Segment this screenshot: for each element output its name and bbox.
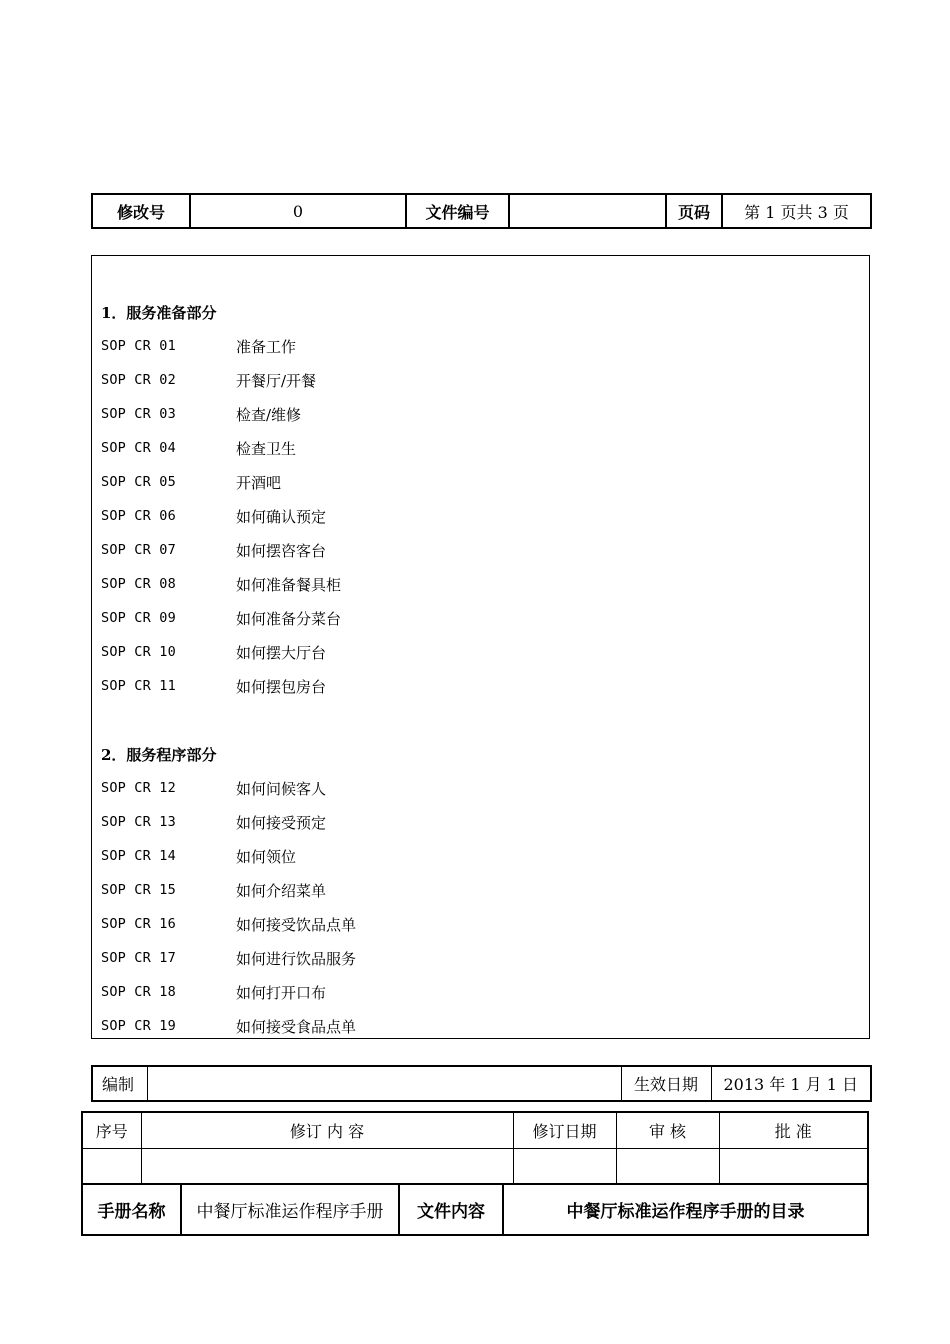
header-table (91, 193, 872, 229)
toc-title: 如何摆包房台 (236, 678, 327, 696)
rev-header-no: 序号 (82, 1112, 141, 1148)
edit-label: 编制 (92, 1066, 147, 1101)
page-value: 第 1 页共 3 页 (722, 194, 871, 228)
toc-title: 如何摆咨客台 (236, 542, 327, 560)
toc-code: SOP CR 16 (101, 916, 176, 932)
revision-label: 修改号 (92, 194, 190, 228)
revision-table (81, 1111, 869, 1185)
rev-cell (82, 1148, 141, 1184)
toc-code: SOP CR 04 (101, 440, 176, 456)
effective-value: 2013 年 1 月 1 日 (711, 1066, 871, 1101)
toc-title: 如何接受饮品点单 (236, 916, 357, 934)
rev-cell (616, 1148, 719, 1184)
toc-title: 开餐厅/开餐 (236, 372, 317, 390)
rev-cell (513, 1148, 616, 1184)
toc-title: 如何确认预定 (236, 508, 327, 526)
rev-header-date: 修订日期 (513, 1112, 616, 1148)
toc-code: SOP CR 11 (101, 678, 176, 694)
toc-code: SOP CR 02 (101, 372, 176, 388)
toc-code: SOP CR 12 (101, 780, 176, 796)
content-label: 文件内容 (399, 1184, 503, 1235)
rev-header-content: 修订 内 容 (141, 1112, 513, 1148)
toc-box (91, 255, 870, 1039)
toc-code: SOP CR 06 (101, 508, 176, 524)
toc-code: SOP CR 07 (101, 542, 176, 558)
toc-title: 如何领位 (236, 848, 297, 866)
rev-header-review: 审 核 (616, 1112, 719, 1148)
edit-value (147, 1066, 621, 1101)
rev-cell (719, 1148, 868, 1184)
manual-table (81, 1183, 869, 1236)
toc-title: 检查卫生 (236, 440, 297, 458)
toc-code: SOP CR 09 (101, 610, 176, 626)
toc-title: 开酒吧 (236, 474, 282, 492)
section-title: 2．服务程序部分 (101, 746, 217, 764)
toc-code: SOP CR 13 (101, 814, 176, 830)
toc-code: SOP CR 03 (101, 406, 176, 422)
effective-label: 生效日期 (621, 1066, 711, 1101)
toc-title: 如何准备餐具柜 (236, 576, 342, 594)
toc-code: SOP CR 19 (101, 1018, 176, 1034)
toc-title: 如何摆大厅台 (236, 644, 327, 662)
toc-title: 准备工作 (236, 338, 297, 356)
toc-code: SOP CR 18 (101, 984, 176, 1000)
doc-no-value (509, 194, 666, 228)
revision-value: 0 (190, 194, 406, 228)
toc-title: 如何进行饮品服务 (236, 950, 357, 968)
manual-name-value: 中餐厅标准运作程序手册 (181, 1184, 399, 1235)
edit-table (91, 1065, 872, 1102)
toc-code: SOP CR 05 (101, 474, 176, 490)
toc-title: 检查/维修 (236, 406, 302, 424)
toc-title: 如何问候客人 (236, 780, 327, 798)
content-value: 中餐厅标准运作程序手册的目录 (503, 1184, 868, 1235)
toc-title: 如何准备分菜台 (236, 610, 342, 628)
toc-title: 如何接受食品点单 (236, 1018, 357, 1036)
toc-code: SOP CR 01 (101, 338, 176, 354)
rev-cell (141, 1148, 513, 1184)
toc-title: 如何接受预定 (236, 814, 327, 832)
toc-title: 如何打开口布 (236, 984, 327, 1002)
toc-code: SOP CR 17 (101, 950, 176, 966)
page-label: 页码 (666, 194, 722, 228)
toc-code: SOP CR 08 (101, 576, 176, 592)
doc-no-label: 文件编号 (406, 194, 509, 228)
toc-code: SOP CR 10 (101, 644, 176, 660)
toc-code: SOP CR 15 (101, 882, 176, 898)
manual-name-label: 手册名称 (82, 1184, 181, 1235)
section-title: 1．服务准备部分 (101, 304, 217, 322)
rev-header-approve: 批 准 (719, 1112, 868, 1148)
toc-code: SOP CR 14 (101, 848, 176, 864)
toc-title: 如何介绍菜单 (236, 882, 327, 900)
